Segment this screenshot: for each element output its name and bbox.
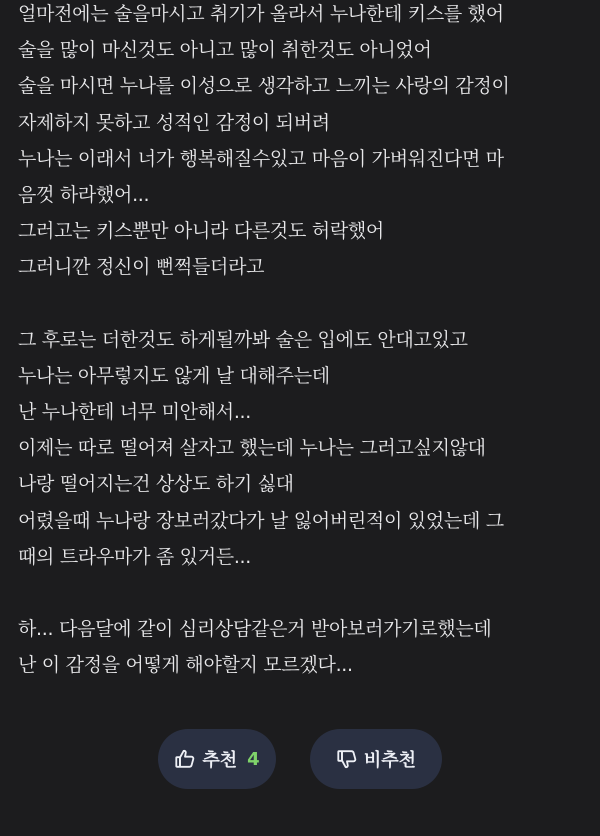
post-line: 음껏 하라했어... [18,183,150,206]
paragraph-2 [18,322,588,575]
post-line: 이제는 따로 떨어져 살자고 했는데 누나는 그러고싶지않대 [18,437,486,460]
paragraph-3 [18,611,588,683]
post-line: 하... 다음달에 같이 심리상담같은거 받아보러가기로했는데 [18,618,492,641]
vote-bar [0,729,600,789]
post-line: 그러고는 키스뿐만 아니라 다른것도 허락했어 [18,220,384,243]
post-line: 얼마전에는 술을마시고 취기가 올라서 누나한테 키스를 했어 [18,3,504,25]
downvote-label: 비추천 [363,750,417,771]
post-line: 그 후로는 더한것도 하게될까봐 술은 입에도 안대고있고 [18,328,468,351]
upvote-count: 4 [247,748,260,770]
post-line: 난 이 감정을 어떻게 해야할지 모르겠다... [18,654,353,677]
paragraph-gap [18,286,588,322]
post-body [18,0,588,684]
post-line: 그러니깐 정신이 뻔쩍들더라고 [18,256,265,279]
paragraph-1 [18,0,588,286]
post-line: 술을 마시면 누나를 이성으로 생각하고 느끼는 사랑의 감정이 [18,75,510,98]
post-line: 때의 트라우마가 좀 있거든... [18,545,252,568]
upvote-button[interactable] [158,729,276,789]
paragraph-gap [18,575,588,611]
upvote-label: 추천 [202,750,238,771]
post-line: 어렸을때 누나랑 장보러갔다가 날 잃어버린적이 있었는데 그 [18,509,504,532]
post-line: 술을 많이 마신것도 아니고 많이 취한것도 아니었어 [18,39,432,62]
downvote-button[interactable] [310,729,442,789]
post-line: 누나는 이래서 너가 행복해질수있고 마음이 가벼워진다면 마 [18,147,504,170]
post-line: 나랑 떨어지는건 상상도 하기 싫대 [18,473,294,496]
post-line: 난 누나한테 너무 미안해서... [18,401,252,424]
post-line: 누나는 아무렇지도 않게 날 대해주는데 [18,364,330,387]
post-line: 자제하지 못하고 성적인 감정이 되버려 [18,111,330,134]
thumbs-down-icon [336,748,358,770]
thumbs-up-icon [174,748,196,770]
